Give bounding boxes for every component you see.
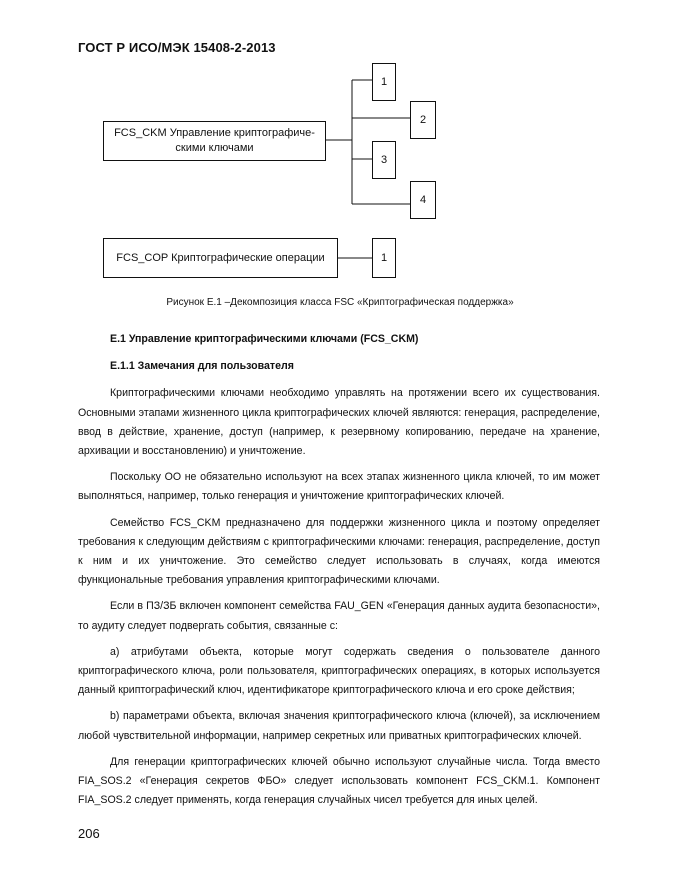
document-header: ГОСТ Р ИСО/МЭК 15408-2-2013 (78, 40, 276, 55)
ckm-component-box-4 (410, 181, 436, 219)
page-number: 206 (78, 826, 100, 841)
fcs-ckm-label-line1: FCS_CKM Управление криптографиче- (114, 127, 315, 139)
fcs-cop-label: FCS_COP Криптографические операции (116, 251, 325, 264)
list-item-a: a) атрибутами объекта, которые могут содержать сведения о пользователе данного криптографического ключа, роли пользователя, криптографических операциях, в которых используется данный криптографический ключ, идентификаторе криптографического ключа и его сроке действия; (78, 645, 600, 697)
list-item-b: b) параметрами объекта, включая значения криптографического ключа (ключей), за исключением любой чувствительной информации, например секретных или приватных криптографических ключей. (78, 710, 600, 742)
document-body (78, 330, 600, 817)
ckm-component-number: 1 (380, 76, 388, 88)
cop-component-number: 1 (380, 252, 388, 264)
fcs-ckm-family-box (103, 121, 326, 161)
ckm-component-number: 4 (419, 194, 427, 206)
section-heading-e1: Е.1 Управление криптографическими ключами (FCS_CKM) (110, 333, 419, 345)
diagram-connectors (0, 0, 680, 300)
ckm-component-number: 2 (419, 114, 427, 126)
ckm-component-number: 3 (380, 154, 388, 166)
paragraph: Семейство FCS_CKM предназначено для поддержки жизненного цикла и поэтому определяет требования к следующим действиям с криптографическими ключами: генерация, распределение, доступ к ним и их уничтожение. Это семейство следует использовать в случаях, когда имеются функциональные требования управления криптографическими ключами. (78, 516, 600, 587)
fcs-ckm-label-line2: скими ключами (175, 142, 254, 154)
paragraph: Если в ПЗ/ЗБ включен компонент семейства FAU_GEN «Генерация данных аудита безопасности», то аудиту следует подвергать события, связанные с: (78, 600, 600, 632)
paragraph: Для генерации криптографических ключей обычно используют случайные числа. Тогда вместо FIA_SOS.2 «Генерация секретов ФБО» следует использовать компонент FCS_CKM.1. Компонент FIA_SOS.2 следует применять, когда генерация случайных чисел требуется для иных целей. (78, 755, 600, 807)
paragraph: Поскольку ОО не обязательно используют на всех этапах жизненного цикла ключей, то им может выполняться, например, только генерация и уничтожение криптографических ключей. (78, 471, 600, 503)
ckm-component-box-1 (372, 63, 396, 101)
section-heading-e1-1: Е.1.1 Замечания для пользователя (110, 360, 294, 373)
cop-component-box-1 (372, 238, 396, 278)
decomposition-diagram (0, 0, 680, 300)
figure-caption: Рисунок Е.1 –Декомпозиция класса FSC «Криптографическая поддержка» (166, 297, 514, 308)
ckm-component-box-2 (410, 101, 436, 139)
paragraph: Криптографическими ключами необходимо управлять на протяжении всего их существования. Основными этапами жизненного цикла криптографических ключей являются: генерация, распределение, ввод в действие, хранение, доступ (например, к резервному копированию, передаче на хранение, архивации и восстановлению) и уничтожение. (78, 387, 600, 458)
ckm-component-box-3 (372, 141, 396, 179)
fcs-cop-family-box (103, 238, 338, 278)
